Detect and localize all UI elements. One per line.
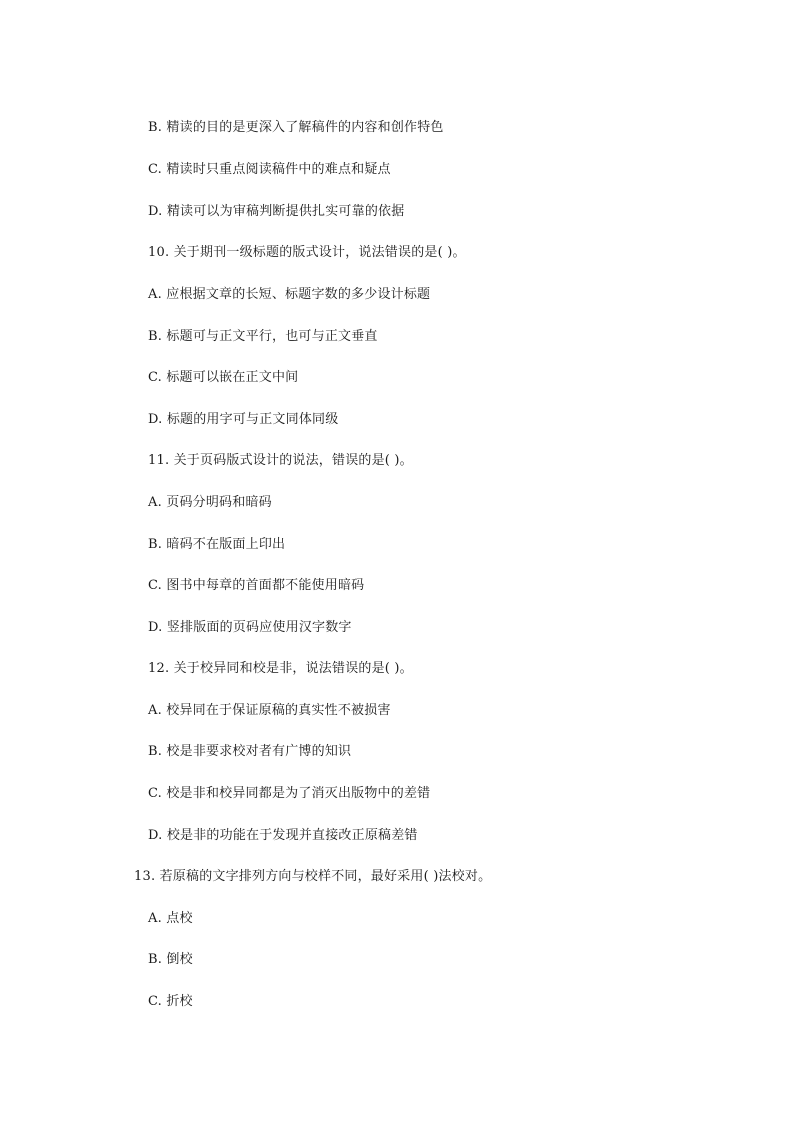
option-9c: C. 精读时只重点阅读稿件中的难点和疑点	[148, 162, 391, 177]
option-10c: C. 标题可以嵌在正文中间	[148, 370, 299, 385]
option-10d: D. 标题的用字可与正文同体同级	[148, 412, 339, 427]
question-10: 10. 关于期刊一级标题的版式设计，说法错误的是( )。	[148, 245, 466, 260]
option-12b: B. 校是非要求校对者有广博的知识	[148, 744, 352, 759]
option-12d: D. 校是非的功能在于发现并直接改正原稿差错	[148, 828, 418, 843]
option-13b: B. 倒校	[148, 952, 193, 967]
option-13c: C. 折校	[148, 994, 193, 1009]
option-10b: B. 标题可与正文平行，也可与正文垂直	[148, 329, 378, 344]
option-10a: A. 应根据文章的长短、标题字数的多少设计标题	[148, 287, 431, 302]
question-13: 13. 若原稿的文字排列方向与校样不同，最好采用( )法校对。	[134, 869, 492, 884]
option-9d: D. 精读可以为审稿判断提供扎实可靠的依据	[148, 204, 405, 219]
option-11b: B. 暗码不在版面上印出	[148, 537, 286, 552]
option-12c: C. 校是非和校异同都是为了消灭出版物中的差错	[148, 786, 431, 801]
option-11d: D. 竖排版面的页码应使用汉字数字	[148, 620, 352, 635]
option-11a: A. 页码分明码和暗码	[148, 495, 272, 510]
question-12: 12. 关于校异同和校是非，说法错误的是( )。	[148, 661, 413, 676]
option-12a: A. 校异同在于保证原稿的真实性不被损害	[148, 703, 391, 718]
question-11: 11. 关于页码版式设计的说法，错误的是( )。	[148, 453, 413, 468]
option-13a: A. 点校	[148, 911, 193, 926]
option-9b: B. 精读的目的是更深入了解稿件的内容和创作特色	[148, 120, 444, 135]
option-11c: C. 图书中每章的首面都不能使用暗码	[148, 578, 365, 593]
